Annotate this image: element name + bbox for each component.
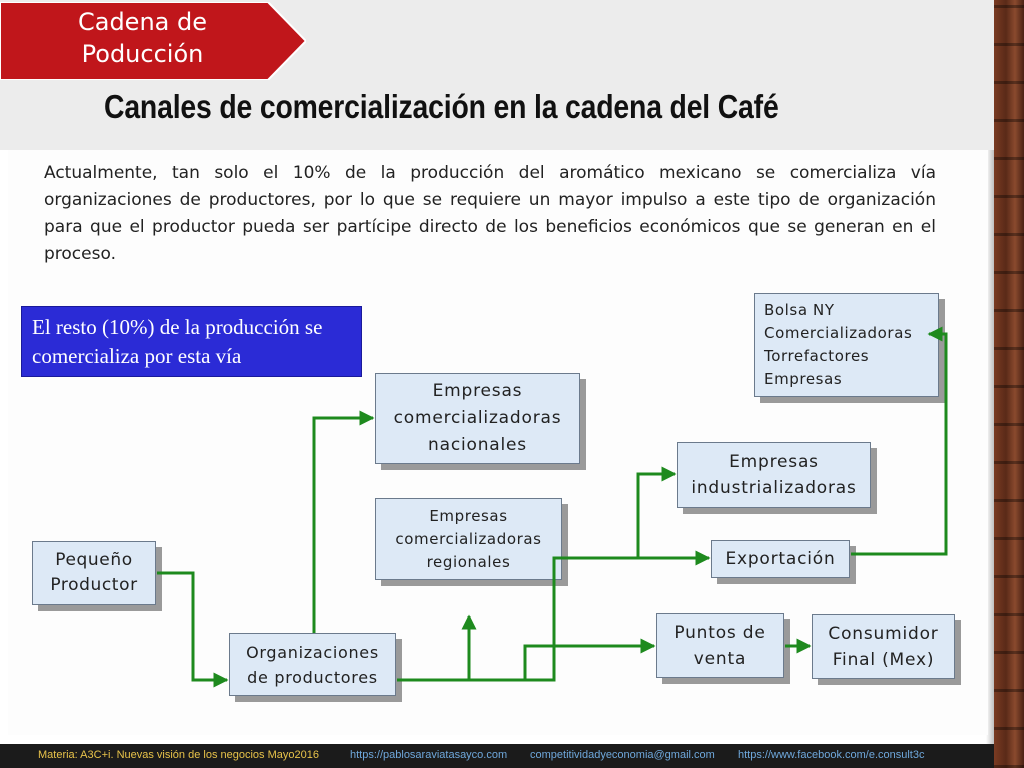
arrow-organizaciones-to-nacionales [314,418,373,633]
node-organizaciones-line: Organizaciones [246,642,379,662]
node-industrializadoras-line: industrializadoras [691,478,857,498]
node-pequeno-line: Pequeño [55,550,133,570]
node-consumidor-line: Final (Mex) [832,649,935,670]
arrow-to-puntos [525,646,654,680]
node-puntos-line: Puntos de [674,622,766,643]
node-regionales-line: comercializadoras [395,529,542,548]
node-nacionales-line: comercializadoras [393,408,562,428]
callout-text: El resto (10%) de la producción se comercializa por esta vía [32,315,323,368]
footer-link-website[interactable]: https://pablosaraviatasayco.com [350,749,508,761]
node-puntos-line: venta [693,648,747,669]
intro-paragraph: Actualmente, tan solo el 10% de la producción del aromático mexicano se comercializa vía organizaciones de productores, por lo que se requiere un mayor impulso a este tipo de organización para que el productor pueda ser partícipe directo de los beneficios económicos que se generan en el proceso. [44,163,936,264]
node-regionales-line: Empresas [429,506,508,525]
node-pequeno-line: Productor [50,575,138,595]
node-bolsa-line: Bolsa NY [764,301,835,319]
node-bolsa-line: Comercializadoras [764,324,913,342]
slide-title: Canales de comercialización en la cadena del Café [104,88,779,125]
footer-course: Materia: A3C+i. Nuevas visión de los negocios Mayo2016 [38,749,319,761]
arrow-to-exportacion [525,558,709,680]
node-bolsa-line: Torrefactores [764,347,870,365]
node-bolsa-line: Empresas [764,370,843,388]
node-exportacion-line: Exportación [725,549,836,569]
arrow-pequeno-to-organizaciones [157,573,227,680]
section-tag-line2: Poducción [81,40,204,68]
node-nacionales-line: nacionales [428,435,527,455]
footer-link-facebook[interactable]: https://www.facebook.com/e.consult3c [738,749,925,761]
arrow-to-industrializadoras [638,474,675,558]
section-tag-line1: Cadena de [77,8,207,36]
node-industrializadoras-line: Empresas [729,452,819,472]
node-regionales-line: regionales [426,552,511,571]
node-nacionales-line: Empresas [432,381,523,401]
footer-email[interactable]: competitividadyeconomia@gmail.com [530,749,715,761]
node-consumidor-line: Consumidor [828,623,939,644]
node-organizaciones-line: de productores [247,667,378,687]
arrow-exportacion-to-bolsa [851,334,946,554]
